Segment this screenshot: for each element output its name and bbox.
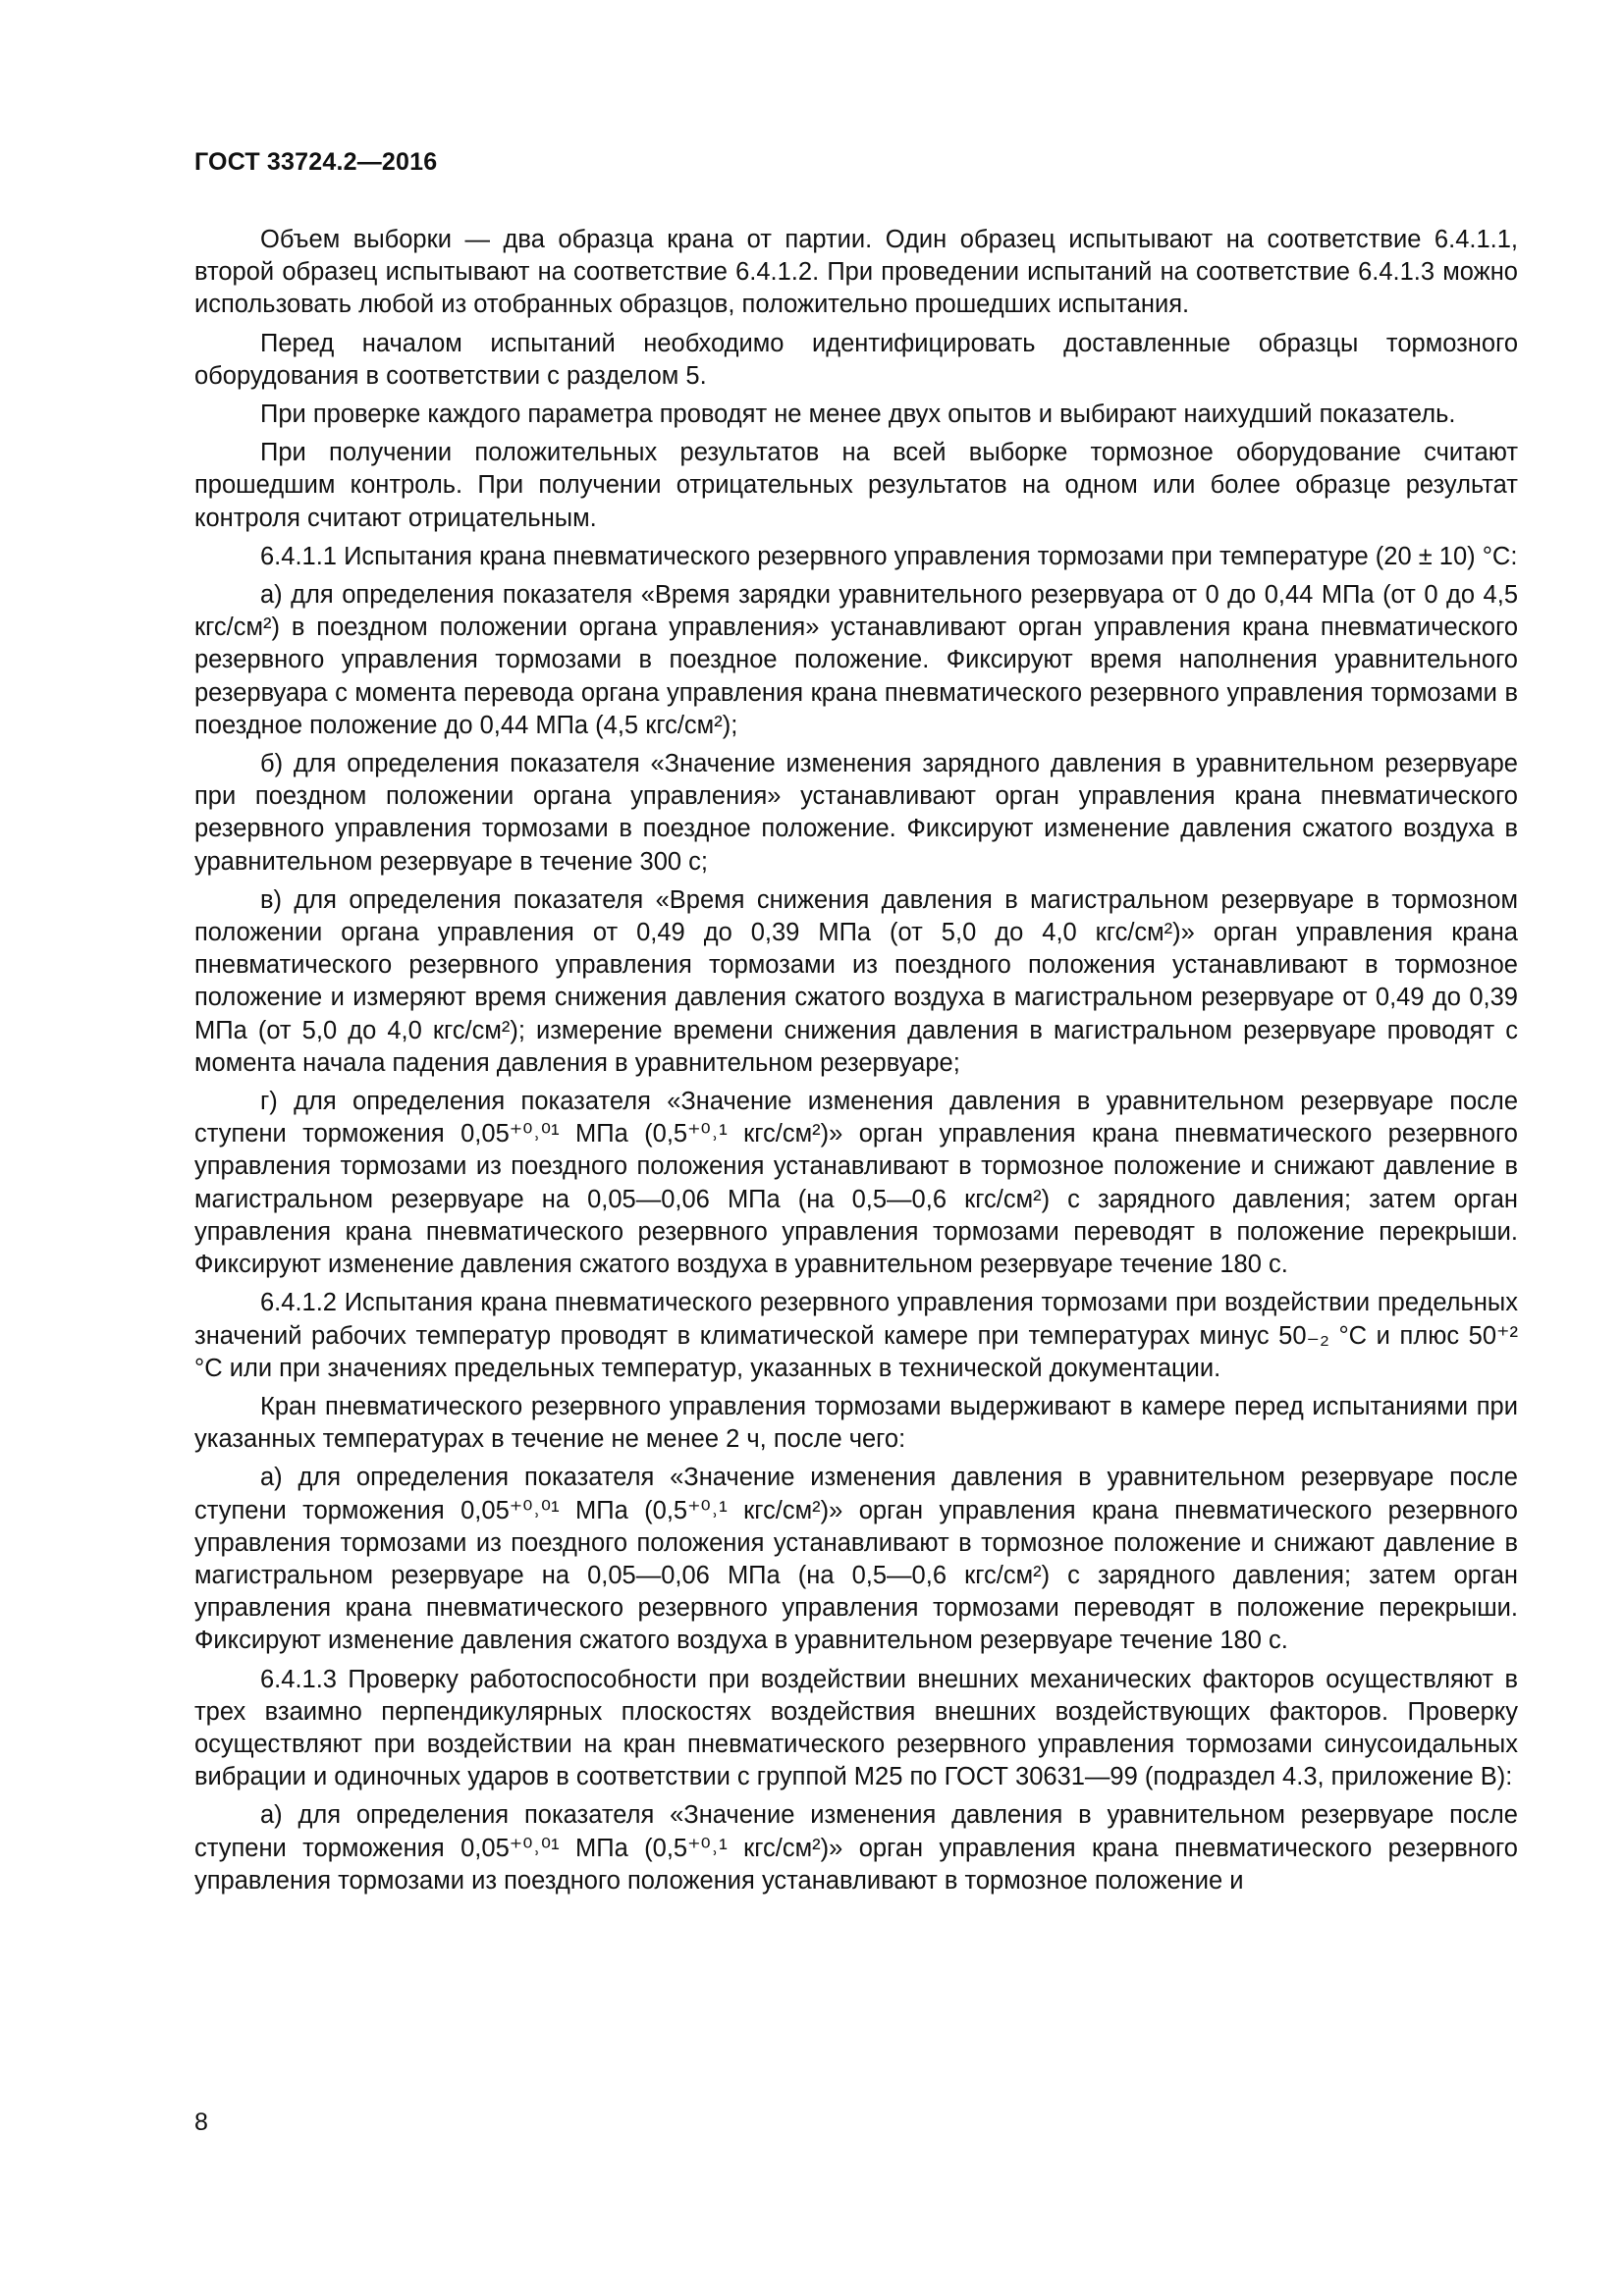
paragraph-results: При получении положительных результатов на всей выборке тормозное оборудование считают прошедшим контроль. При получении отрицательных результатов на одном или более образце результат контроля считают отрицательным. [194,439,1518,532]
paragraph-identification: Перед началом испытаний необходимо идентифицировать доставленные образцы тормозного оборудования в соответствии с разделом 5. [194,329,1518,390]
paragraph-6-4-1-3-a: а) для определения показателя «Значение изменения давления в уравнительном резервуаре после ступени торможения 0,05⁺⁰˒⁰¹ МПа (0,5⁺⁰˒¹ кгс/см²)» орган управления крана пневматического резервного управления тормозами из поездного положения устанавливают в тормозное положение и [194,1801,1518,1895]
paragraph-chamber: Кран пневматического резервного управления тормозами выдерживают в камере перед испытаниями при указанных температурах в течение не менее 2 ч, после чего: [194,1392,1518,1454]
paragraph-6-4-1-1-a: а) для определения показателя «Время зарядки уравнительного резервуара от 0 до 0,44 МПа (от 0 до 4,5 кгс/см²) в поездном положении органа управления» устанавливают орган управления крана пневматического резервного управления тормозами в поездное положение. Фиксируют время наполнения уравнительного резервуара с момента перевода органа управления крана пневматического резервного управления тормозами в поездное положение до 0,44 МПа (4,5 кгс/см²); [194,581,1518,739]
paragraph-6-4-1-2-a: а) для определения показателя «Значение изменения давления в уравнительном резервуаре после ступени торможения 0,05⁺⁰˒⁰¹ МПа (0,5⁺⁰˒¹ кгс/см²)» орган управления крана пневматического резервного управления тормозами из поездного положения устанавливают в тормозное положение и снижают давление в магистральном резервуаре на 0,05—0,06 МПа (на 0,5—0,6 кгс/см²) с зарядного давления; затем орган управления крана пневматического резервного управления тормозами переводят в положение перекрыши. Фиксируют изменение давления сжатого воздуха в уравнительном резервуаре течение 180 с. [194,1464,1518,1655]
body-text [194,224,1518,1903]
paragraph-sample-size: Объем выборки — два образца крана от партии. Один образец испытывают на соответствие 6.4.1.1, второй образец испытывают на соответствие 6.4.1.2. При проведении испытаний на соответствие 6.4.1.3 можно использовать любой из отобранных образцов, положительно прошедших испытания. [194,226,1518,319]
paragraph-experiments: При проверке каждого параметра проводят не менее двух опытов и выбирают наихудший показатель. [260,400,1456,429]
paragraph-6-4-1-1-g: г) для определения показателя «Значение изменения давления в уравнительном резервуаре после ступени торможения 0,05⁺⁰˒⁰¹ МПа (0,5⁺⁰˒¹ кгс/см²)» орган управления крана пневматического резервного управления тормозами из поездного положения устанавливают в тормозное положение и снижают давление в магистральном резервуаре на 0,05—0,06 МПа (на 0,5—0,6 кгс/см²) с зарядного давления; затем орган управления крана пневматического резервного управления тормозами переводят в положение перекрыши. Фиксируют изменение давления сжатого воздуха в уравнительном резервуаре течение 180 с. [194,1088,1518,1279]
paragraph-6-4-1-3: 6.4.1.3 Проверку работоспособности при воздействии внешних механических факторов осуществляют в трех взаимно перпендикулярных плоскостях воздействия внешних воздействующих факторов. Проверку осуществляют при воздействии на кран пневматического резервного управления тормозами синусоидальных вибрации и одиночных ударов в соответствии с группой М25 по ГОСТ 30631—99 (подраздел 4.3, приложение В): [194,1665,1518,1791]
paragraph-6-4-1-2: 6.4.1.2 Испытания крана пневматического резервного управления тормозами при воздействии предельных значений рабочих температур проводят в климатической камере при температурах минус 50₋₂ °С и плюс 50⁺² °С или при значениях предельных температур, указанных в технической документации. [194,1289,1518,1382]
paragraph-6-4-1-1-v: в) для определения показателя «Время снижения давления в магистральном резервуаре в тормозном положении органа управления от 0,49 до 0,39 МПа (от 5,0 до 4,0 кгс/см²)» орган управления крана пневматического резервного управления тормозами из поездного положения устанавливают в тормозное положение и измеряют время снижения давления сжатого воздуха в магистральном резервуаре от 0,49 до 0,39 МПа (от 5,0 до 4,0 кгс/см²); измерение времени снижения давления в магистральном резервуаре проводят с момента начала падения давления в уравнительном резервуаре; [194,885,1518,1077]
document-header: ГОСТ 33724.2—2016 [194,148,438,176]
paragraph-6-4-1-1: 6.4.1.1 Испытания крана пневматического резервного управления тормозами при температуре (20 ± 10) °С: [260,542,1518,570]
page-number: 8 [194,2109,208,2136]
paragraph-6-4-1-1-b: б) для определения показателя «Значение изменения зарядного давления в уравнительном резервуаре при поездном положении органа управления» устанавливают орган управления крана пневматического резервного управления тормозами в поездное положение. Фиксируют изменение давления сжатого воздуха в уравнительном резервуаре в течение 300 с; [194,750,1518,876]
